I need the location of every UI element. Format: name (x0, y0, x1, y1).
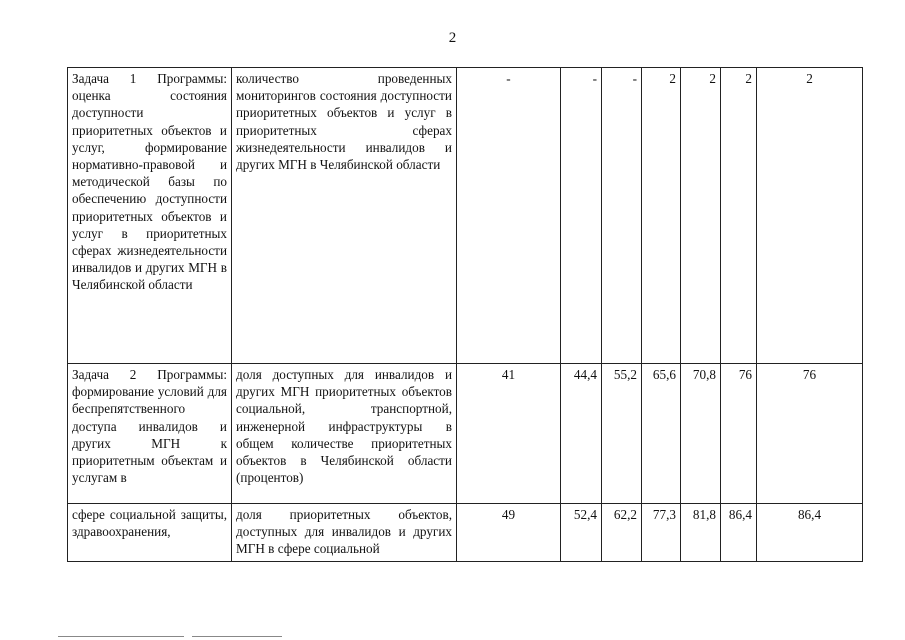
value-cell: 55,2 (602, 364, 642, 504)
value-cell: 70,8 (681, 364, 721, 504)
value-cell: 2 (681, 68, 721, 364)
value-cell: 2 (642, 68, 681, 364)
value-cell: 2 (721, 68, 757, 364)
value-cell: 86,4 (757, 504, 863, 562)
value-cell: 41 (457, 364, 561, 504)
footer-rule (192, 636, 282, 637)
value-cell: 76 (757, 364, 863, 504)
value-cell: - (602, 68, 642, 364)
value-cell: 52,4 (561, 504, 602, 562)
indicator-cell: доля доступных для инвалидов и других МГН приоритетных объектов социальной, транспортной, инженерной инфраструктуры в общем количестве приоритетных объектов в Челябинской области (процентов) (232, 364, 457, 504)
value-cell: 77,3 (642, 504, 681, 562)
value-cell: - (561, 68, 602, 364)
value-cell: 44,4 (561, 364, 602, 504)
table-row (68, 364, 863, 504)
value-cell: 49 (457, 504, 561, 562)
value-cell: 62,2 (602, 504, 642, 562)
task-cell: сфере социальной защиты, здравоохранения, (68, 504, 232, 562)
indicator-cell: доля приоритетных объектов, доступных для инвалидов и других МГН в сфере социальной (232, 504, 457, 562)
indicator-cell: количество проведенных мониторингов состояния доступности приоритетных объектов и услуг в приоритетных сферах жизнедеятельности инвалидов и других МГН в Челябинской области (232, 68, 457, 364)
value-cell: 86,4 (721, 504, 757, 562)
page-number: 2 (448, 30, 457, 46)
value-cell: - (457, 68, 561, 364)
table-row (68, 68, 863, 364)
task-cell: Задача 2 Программы: формирование условий для беспрепятственного доступа инвалидов и других МГН к приоритетным объектам и услугам в (68, 364, 232, 504)
value-cell: 2 (757, 68, 863, 364)
value-cell: 81,8 (681, 504, 721, 562)
value-cell: 65,6 (642, 364, 681, 504)
footer-rule (58, 636, 184, 637)
table-row (68, 504, 863, 562)
task-cell: Задача 1 Программы: оценка состояния доступности приоритетных объектов и услуг, формирование нормативно-правовой и методической базы по обеспечению доступности приоритетных объектов и услуг в приоритетных сферах жизнедеятельности инвалидов и других МГН в Челябинской области (68, 68, 232, 364)
indicators-table (67, 67, 863, 562)
value-cell: 76 (721, 364, 757, 504)
